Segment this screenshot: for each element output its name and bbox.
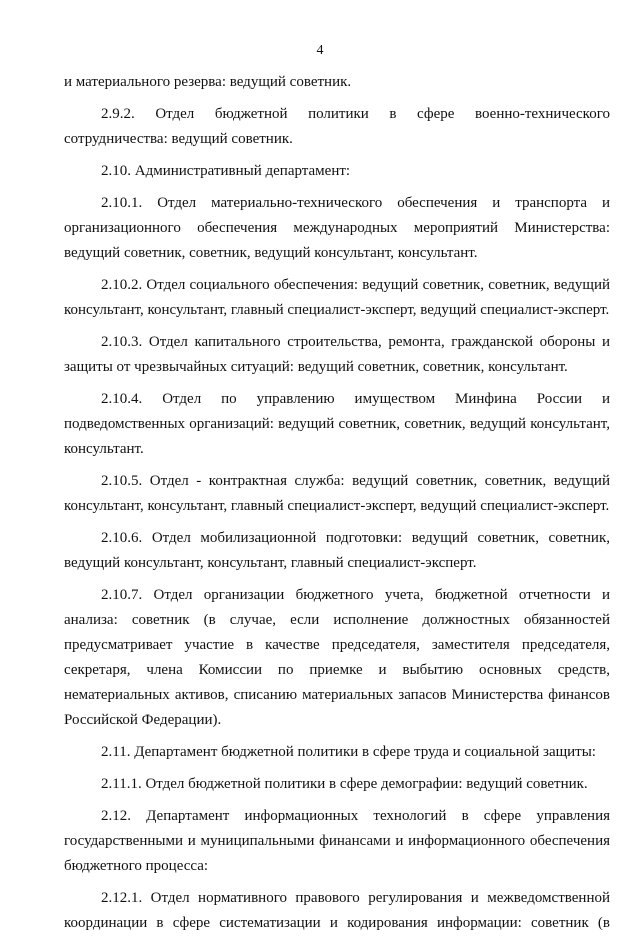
paragraph: 2.10.6. Отдел мобилизационной подготовки: ведущий советник, советник, ведущий консультант, консультант, главный специалист-эксперт. <box>64 530 610 571</box>
paragraph: 2.10.2. Отдел социального обеспечения: ведущий советник, советник, ведущий консультант, консультант, главный специалист-эксперт, ведущий специалист-эксперт. <box>64 277 610 318</box>
paragraph: 2.12. Департамент информационных технологий в сфере управления государственными и муниципальными финансами и информационного обеспечения бюджетного процесса: <box>64 808 610 874</box>
document-body <box>64 70 610 943</box>
paragraph: 2.10.7. Отдел организации бюджетного учета, бюджетной отчетности и анализа: советник (в случае, если исполнение должностных обязанностей предусматривает участие в качестве председателя, заместителя председателя, секретаря, члена Комиссии по приемке и выбытию основных средств, нематериальных активов, списанию материальных запасов Министерства финансов Российской Федерации). <box>64 587 610 728</box>
page-number: 4 <box>316 43 324 58</box>
paragraph: 2.12.1. Отдел нормативного правового регулирования и межведомственной координации в сфере систематизации и кодирования информации: советник (в <box>64 890 610 931</box>
paragraph: 2.10.3. Отдел капитального строительства, ремонта, гражданской обороны и защиты от чрезвычайных ситуаций: ведущий советник, советник, консультант. <box>64 334 610 375</box>
paragraph: 2.9.2. Отдел бюджетной политики в сфере военно-технического сотрудничества: ведущий советник. <box>64 106 610 147</box>
paragraph: 2.10.4. Отдел по управлению имуществом Минфина России и подведомственных организаций: ведущий советник, советник, ведущий консультант, консультант. <box>64 391 610 457</box>
paragraph: 2.10. Административный департамент: <box>101 163 351 179</box>
paragraph: и материального резерва: ведущий советник. <box>64 74 352 90</box>
paragraph: 2.10.1. Отдел материально-технического обеспечения и транспорта и организационного обеспечения международных мероприятий Министерства: ведущий советник, советник, ведущий консультант, консультант. <box>64 195 610 261</box>
paragraph: 2.10.5. Отдел - контрактная служба: ведущий советник, советник, ведущий консультант, консультант, главный специалист-эксперт, ведущий специалист-эксперт. <box>64 473 610 514</box>
paragraph: 2.11. Департамент бюджетной политики в сфере труда и социальной защиты: <box>101 744 596 760</box>
paragraph: 2.11.1. Отдел бюджетной политики в сфере демографии: ведущий советник. <box>101 776 588 792</box>
